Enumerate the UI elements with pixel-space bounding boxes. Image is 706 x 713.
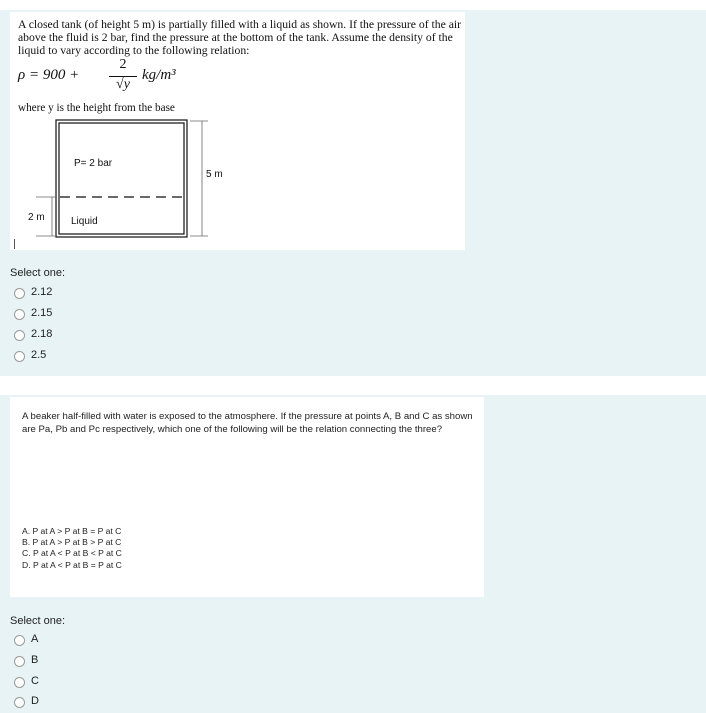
radio-button-icon[interactable] bbox=[14, 656, 25, 667]
text-cursor bbox=[14, 239, 15, 249]
option-label: 2.15 bbox=[31, 307, 53, 319]
tank-height-label: 5 m bbox=[206, 169, 223, 180]
radio-button-icon[interactable] bbox=[14, 677, 25, 688]
liquid-label: Liquid bbox=[71, 216, 98, 227]
option-label: D bbox=[31, 695, 39, 707]
radio-button-icon[interactable] bbox=[14, 330, 25, 341]
formula-note: where y is the height from the base bbox=[18, 102, 175, 114]
option-label: 2.5 bbox=[31, 349, 47, 361]
choice-line: A. P at A > P at B = P at C bbox=[22, 526, 122, 536]
question-2-choice-list bbox=[22, 526, 122, 571]
question-2-text: A beaker half-filled with water is exposed to the atmosphere. If the pressure at points A, B and C as shown are Pa, Pb and Pc respectively, which one of the following will be the relation connecting the three? bbox=[22, 411, 473, 435]
radio-button-icon[interactable] bbox=[14, 351, 25, 362]
choice-line: D. P at A < P at B = P at C bbox=[22, 559, 122, 570]
liquid-height-label: 2 m bbox=[28, 212, 45, 223]
choice-line: B. P at A > P at B > P at C bbox=[22, 537, 122, 548]
question-1-select-label: Select one: bbox=[10, 267, 66, 279]
formula-lhs: ρ = 900 + bbox=[18, 67, 80, 83]
question-1-text: A closed tank (of height 5 m) is partially filled with a liquid as shown. If the pressure of the air above the fluid is 2 bar, find the pressure at the bottom of the tank. Assume the density of the liquid to vary according to the following relation: bbox=[18, 18, 462, 57]
radio-button-icon[interactable] bbox=[14, 288, 25, 299]
option-label: B bbox=[31, 654, 39, 666]
radio-button-icon[interactable] bbox=[14, 635, 25, 646]
radio-button-icon[interactable] bbox=[14, 309, 25, 320]
question-2-select-label: Select one: bbox=[10, 615, 66, 627]
option-label: 2.18 bbox=[31, 328, 53, 340]
option-label: C bbox=[31, 675, 39, 687]
radio-button-icon[interactable] bbox=[14, 697, 25, 708]
option-label: 2.12 bbox=[31, 286, 53, 298]
pressure-label: P= 2 bar bbox=[74, 158, 113, 169]
formula-denominator: √y bbox=[116, 77, 130, 92]
formula-numerator: 2 bbox=[119, 57, 127, 72]
density-formula bbox=[18, 58, 218, 94]
option-label: A bbox=[31, 633, 39, 645]
formula-unit: kg/m³ bbox=[142, 67, 176, 83]
choice-line: C. P at A < P at B < P at C bbox=[22, 548, 122, 559]
